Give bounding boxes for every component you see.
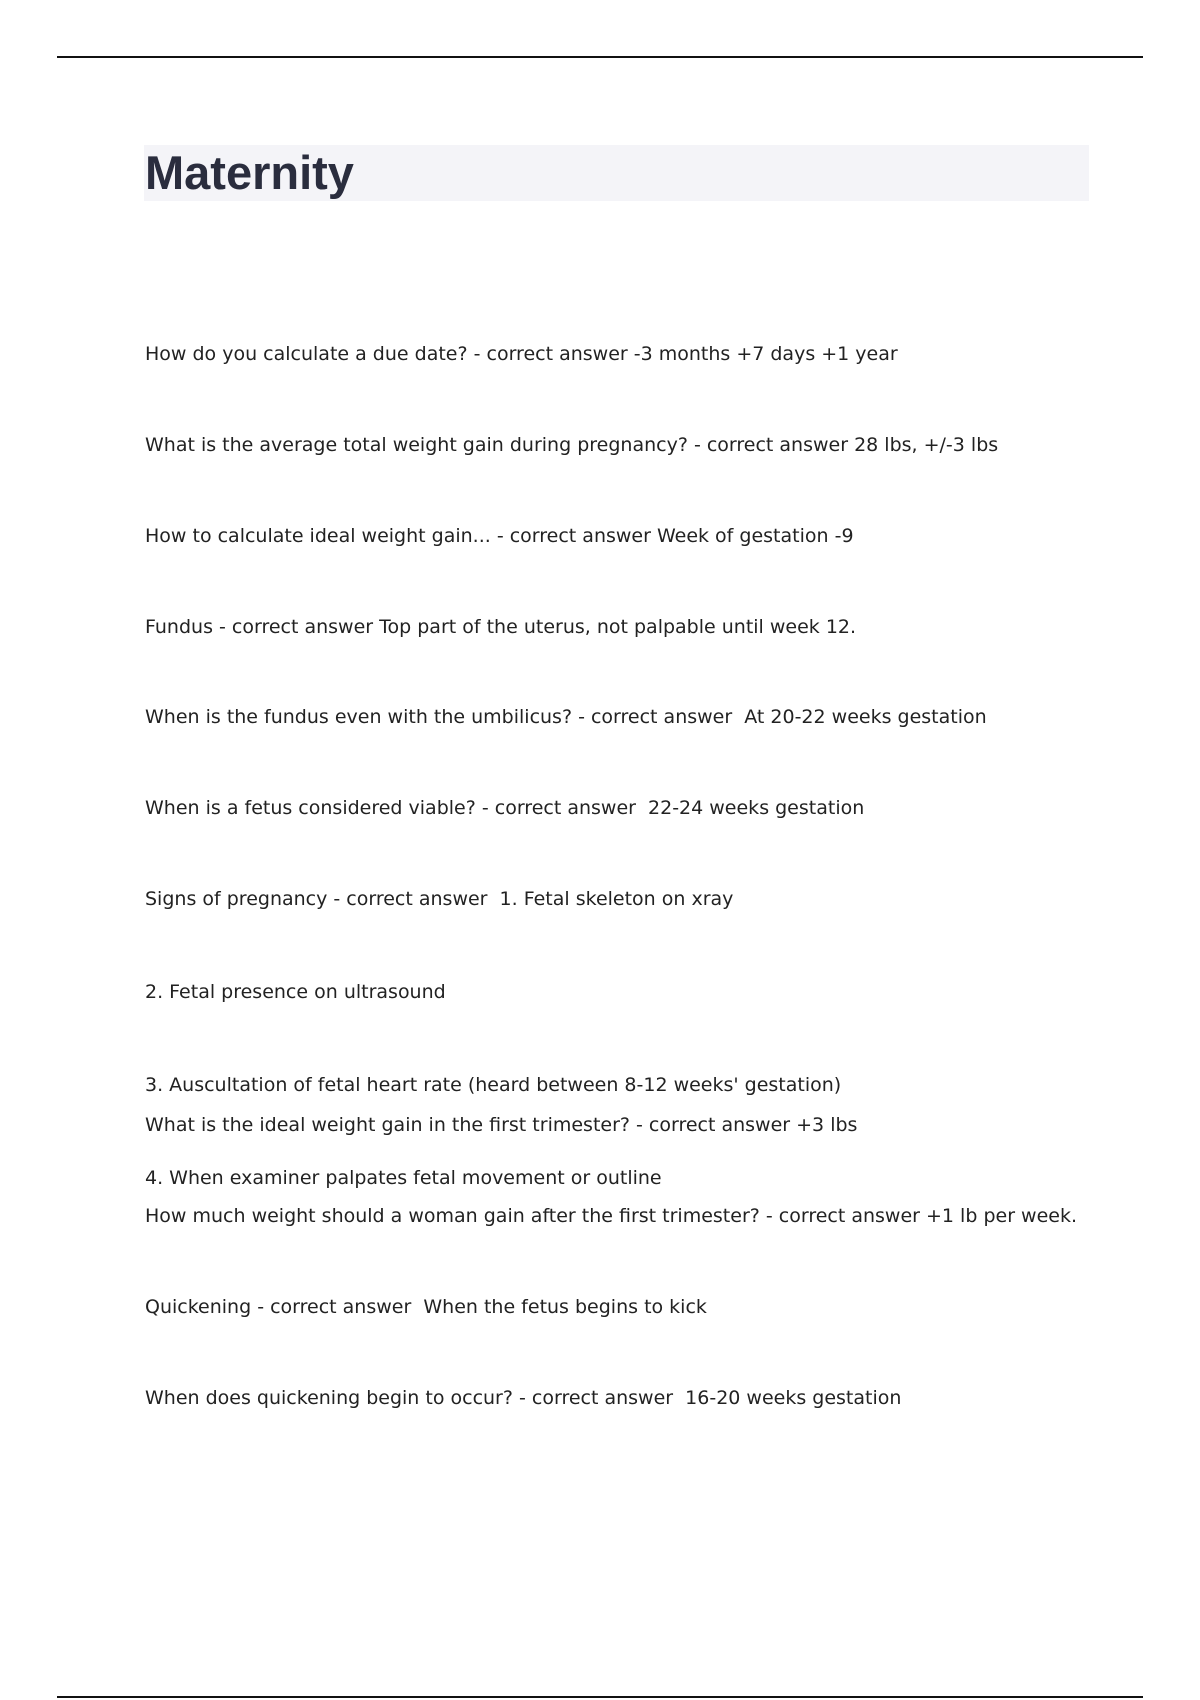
qa-line: When is the fundus even with the umbilicus? - correct answer At 20-22 weeks gestation [145,706,987,728]
bottom-rule [57,1696,1143,1698]
qa-line: Fundus - correct answer Top part of the uterus, not palpable until week 12. [145,616,857,638]
qa-line: 3. Auscultation of fetal heart rate (heard between 8-12 weeks' gestation) [145,1074,842,1096]
page-title: Maternity [145,146,354,199]
qa-line: When is a fetus considered viable? - correct answer 22-24 weeks gestation [145,797,865,819]
qa-line: How to calculate ideal weight gain... - correct answer Week of gestation -9 [145,525,854,547]
qa-line: What is the average total weight gain during pregnancy? - correct answer 28 lbs, +/-3 lbs [145,434,999,456]
qa-line: 2. Fetal presence on ultrasound [145,981,446,1003]
qa-line: Signs of pregnancy - correct answer 1. Fetal skeleton on xray [145,888,734,910]
qa-item-quickening-onset [145,1338,1105,1455]
qa-line: Quickening - correct answer When the fetus begins to kick [145,1296,707,1318]
qa-line: 4. When examiner palpates fetal movement or outline [145,1167,662,1189]
qa-line: What is the ideal weight gain in the first trimester? - correct answer +3 lbs [145,1114,858,1136]
qa-line: How much weight should a woman gain after the first trimester? - correct answer +1 lb per week. [145,1205,1078,1227]
top-rule [57,56,1143,58]
qa-line: When does quickening begin to occur? - correct answer 16-20 weeks gestation [145,1387,902,1409]
qa-line: How do you calculate a due date? - correct answer -3 months +7 days +1 year [145,343,898,365]
